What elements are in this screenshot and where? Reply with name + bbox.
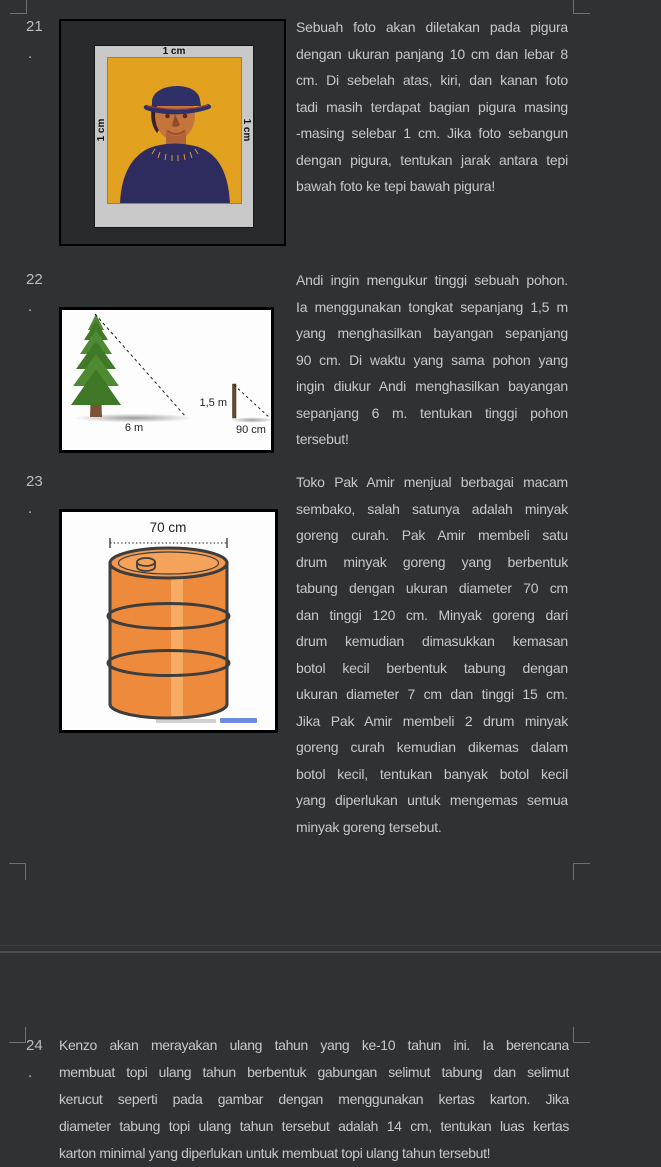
text-line: tadi masih terdapat bagian pigura masing (296, 98, 568, 115)
tree-shadow-diagram (62, 310, 271, 450)
text-line: tabung dengan ukuran diameter 70 cm (296, 580, 568, 596)
text-line: Ia menggunakan tongkat sepanjang 1,5 m (296, 298, 568, 315)
text-line: dan tinggi 120 cm. Minyak goreng dari (296, 606, 568, 623)
text-line: botol kecil, tentukan banyak botol kecil (296, 765, 568, 782)
text-line: kerucut seperti pada gambar dengan menggunakan kertas karton. Jika (59, 1091, 569, 1107)
number-label: 24 (26, 1037, 43, 1054)
text-line: minyak goreng tersebut. (296, 818, 442, 835)
text-line: dengan ukuran panjang 10 cm dan lebar 8 (296, 45, 568, 62)
problem-23-number (26, 469, 50, 522)
frame-top-label: 1 cm (162, 46, 186, 57)
stick-shadow-label: 90 cm (236, 424, 266, 436)
text-line: bawah foto ke tepi bawah pigura! (296, 178, 496, 194)
problem-21-number (26, 14, 50, 67)
text-line: 90 cm. Di waktu yang sama pohon yang (296, 351, 568, 368)
text-line: diameter tabung topi ulang tahun tersebut adalah 14 cm, tentukan luas kertas (59, 1118, 569, 1134)
problem-21-text (296, 14, 568, 200)
tree-shadow-label: 6 m (124, 422, 144, 434)
number-dot: . (28, 44, 33, 62)
text-line: ukuran diameter 7 cm dan tinggi 15 cm. (296, 686, 568, 702)
drum-diameter-label: 70 cm (149, 520, 187, 535)
text-line: -masing selebar 1 cm. Jika foto sebangun (296, 125, 568, 141)
text-line: Andi ingin mengukur tinggi sebuah pohon. (296, 272, 568, 288)
portrait-photo (108, 58, 241, 203)
problem-22-text (296, 267, 568, 453)
text-line: yang diperlukan untuk mengemas semua (296, 792, 568, 808)
number-dot: . (28, 499, 33, 517)
watermark-text (156, 719, 216, 723)
number-dot: . (28, 297, 33, 315)
text-line: sembako, salah satunya adalah minyak (296, 500, 568, 517)
text-line: dengan pigura, tentukan jarak antara tepi (296, 151, 568, 168)
text-line: Toko Pak Amir menjual berbagai macam (296, 474, 568, 490)
figure-photo-frame (59, 19, 286, 246)
figure-oil-drum (59, 509, 278, 733)
text-line: Kenzo akan merayakan ulang tahun yang ke-10 tahun ini. Ia berencana (59, 1037, 569, 1053)
text-line: yang menghasilkan bayangan sepanjang (296, 325, 568, 341)
text-line: goreng curah kemudian dikemas dalam (296, 739, 568, 755)
number-label: 22 (26, 271, 43, 288)
frame-left-label: 1 cm (96, 118, 107, 142)
text-line: drum kemudian dimasukkan kemasan (296, 633, 568, 649)
figure-tree-shadow (59, 307, 274, 453)
number-label: 23 (26, 473, 43, 490)
text-line: sepanjang 6 m. tentukan tinggi pohon (296, 404, 568, 421)
drum-illustration (62, 512, 275, 730)
text-line: membuat topi ulang tahun berbentuk gabungan selimut tabung dan selimut (59, 1064, 569, 1080)
portrait-illustration (108, 58, 241, 203)
problem-24-text (59, 1032, 569, 1167)
crop-mark-icon (9, 1027, 26, 1043)
text-line: cm. Di sebelah atas, kiri, dan kanan foto (296, 72, 568, 88)
text-line: ingin diukur Andi menghasilkan bayangan (296, 378, 568, 394)
crop-mark-icon (573, 863, 590, 880)
frame-right-label: 1 cm (241, 118, 252, 142)
text-line: tersebut! (296, 431, 349, 447)
crop-mark-icon (573, 1027, 590, 1043)
number-label: 21 (26, 18, 43, 35)
problem-22-number (26, 267, 50, 320)
text-line: goreng curah. Pak Amir membeli satu (296, 527, 568, 543)
page-break-divider (0, 951, 661, 953)
page-break-divider (0, 945, 661, 946)
number-dot: . (28, 1064, 33, 1081)
text-line: drum minyak goreng yang berbentuk (296, 553, 568, 570)
text-line: Jika Pak Amir membeli 2 drum minyak (296, 712, 568, 729)
crop-mark-icon (573, 0, 590, 14)
text-line: karton minimal yang diperlukan untuk membuat topi ulang tahun tersebut! (59, 1145, 491, 1161)
problem-24-number (26, 1032, 50, 1086)
watermark-link (220, 718, 257, 723)
stick-height-label: 1,5 m (199, 397, 227, 409)
crop-mark-icon (9, 863, 26, 880)
text-line: botol kecil berbentuk tabung dengan (296, 659, 568, 676)
text-line: Sebuah foto akan diletakan pada pigura (296, 19, 568, 35)
crop-mark-icon (10, 0, 27, 14)
problem-23-text (296, 469, 568, 840)
pigura-frame (94, 45, 254, 228)
